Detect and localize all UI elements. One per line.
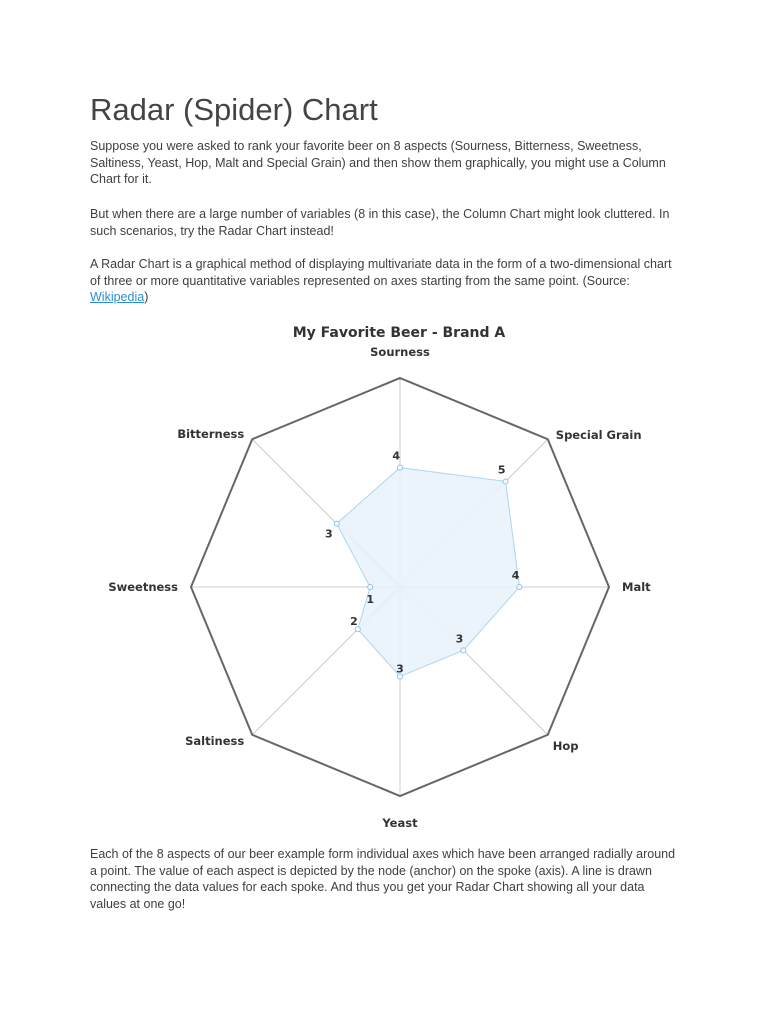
data-anchor-sweetness xyxy=(368,585,373,590)
intro-paragraph: Suppose you were asked to rank your favorite beer on 8 aspects (Sourness, Bitterness, Sweetness, Saltiness, Yeast, Hop, Malt and Special Grain) and then show them graphically, you might use a Column Chart for it. xyxy=(90,139,666,186)
definition-text: A Radar Chart is a graphical method of displaying multivariate data in the form of a two-dimensional chart of three or more quantitative variables represented on axes starting from the same point. (Source: xyxy=(90,257,672,288)
definition-text-end: ) xyxy=(144,290,149,304)
page-title: Radar (Spider) Chart xyxy=(90,92,378,127)
chart-title: My Favorite Beer - Brand A xyxy=(292,325,506,341)
value-label-malt: 4 xyxy=(511,569,520,582)
axis-label-bitterness: Bitterness xyxy=(177,427,245,442)
axis-label-hop: Hop xyxy=(552,738,579,753)
data-anchor-bitterness xyxy=(334,521,339,526)
axis-label-special-grain: Special Grain xyxy=(555,428,642,443)
value-label-yeast: 3 xyxy=(396,662,404,676)
data-anchor-hop xyxy=(461,648,466,653)
data-anchor-malt xyxy=(517,585,522,590)
value-label-hop: 3 xyxy=(455,632,464,646)
value-label-bitterness: 3 xyxy=(325,527,333,541)
axis-label-saltiness: Saltiness xyxy=(185,733,245,748)
axis-label-sourness: Sourness xyxy=(370,345,430,359)
clutter-paragraph: But when there are a large number of variables (8 in this case), the Column Chart might look cluttered. In such scenarios, try the Radar Chart instead! xyxy=(90,207,670,238)
axis-label-yeast: Yeast xyxy=(382,816,418,830)
value-label-sweetness: 1 xyxy=(366,593,374,606)
value-label-special-grain: 5 xyxy=(497,463,506,477)
data-anchor-sourness xyxy=(398,465,403,470)
data-anchor-special-grain xyxy=(503,479,508,484)
axis-label-sweetness: Sweetness xyxy=(108,580,178,594)
wikipedia-link[interactable]: Wikipedia xyxy=(90,290,145,304)
explanation-paragraph: Each of the 8 aspects of our beer example form individual axes which have been arranged radially around a point. The value of each aspect is depicted by the node (anchor) on the spoke (axis). A line is drawn connecting the data values for each spoke. And thus you get your Radar Chart showing all your data values at one go! xyxy=(90,847,676,911)
data-series-area xyxy=(337,468,520,677)
value-label-saltiness: 2 xyxy=(350,615,358,629)
radar-plot-area xyxy=(108,345,651,830)
value-label-sourness: 4 xyxy=(392,449,400,463)
axis-label-malt: Malt xyxy=(622,580,651,594)
